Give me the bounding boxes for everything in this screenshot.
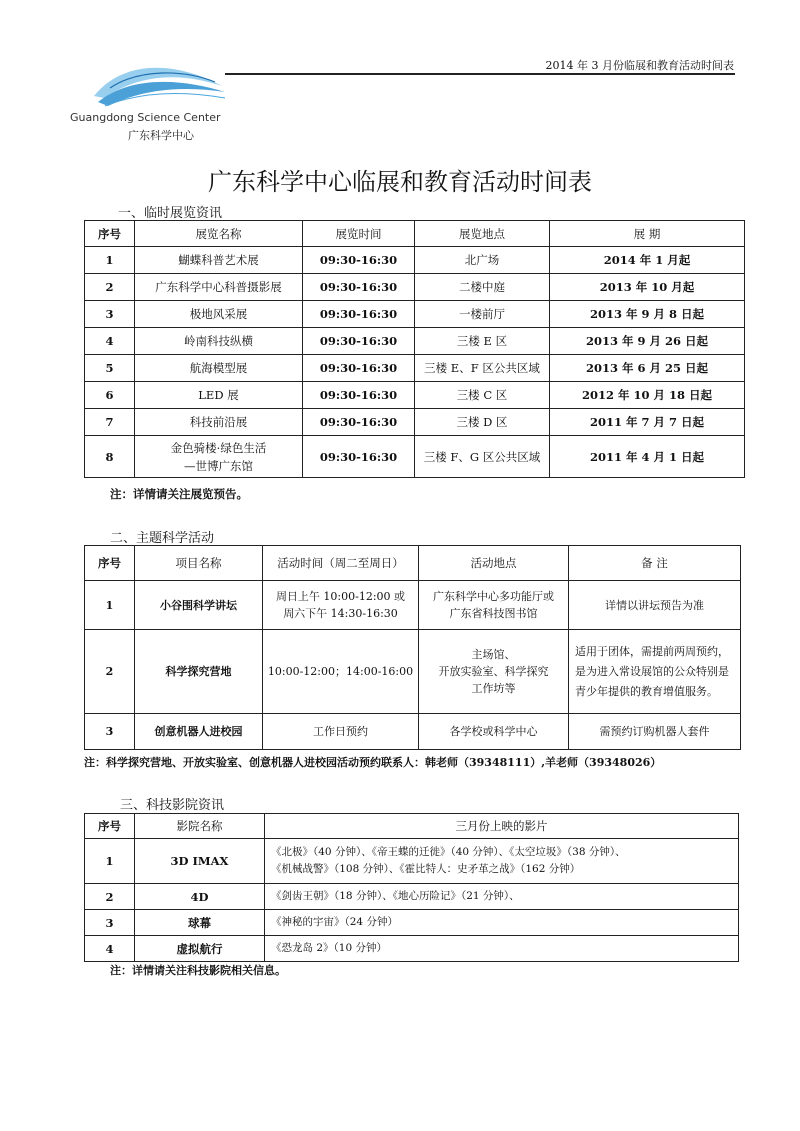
column-header: 项目名称	[135, 546, 263, 581]
cell-place: 三楼 C 区	[415, 382, 550, 409]
cell-period: 2013 年 10 月起	[550, 274, 745, 301]
cell-time: 09:30-16:30	[303, 409, 415, 436]
cell-place-line2: 开放实验室、科学探究	[438, 665, 549, 678]
table-row	[85, 884, 739, 910]
cell-time-line2: 周六下午 14:30-16:30	[283, 607, 398, 620]
table-row	[85, 382, 745, 409]
table-row	[85, 714, 741, 750]
logo-chinese: 广东科学中心	[128, 129, 194, 142]
cell-no: 1	[85, 581, 135, 630]
cell-no: 3	[85, 910, 135, 936]
films-line2: 《机械战警》（108 分钟）、《霍比特人：史矛革之战》（162 分钟）	[271, 863, 581, 875]
table-row	[85, 274, 745, 301]
cell-no: 5	[85, 355, 135, 382]
cell-no: 1	[85, 839, 135, 884]
column-header: 展 期	[550, 221, 745, 247]
column-header: 展览名称	[135, 221, 303, 247]
document-header-label: 2014 年 3 月份临展和教育活动时间表	[545, 59, 734, 72]
cell-period: 2013 年 9 月 8 日起	[550, 301, 745, 328]
cell-no: 3	[85, 714, 135, 750]
cell-place: 一楼前厅	[415, 301, 550, 328]
logo-swoosh-icon	[90, 58, 230, 113]
cell-no: 2	[85, 630, 135, 714]
cell-place-line2: 广东省科技图书馆	[449, 607, 538, 620]
cell-name: 科学探究营地	[135, 630, 263, 714]
cell-place: 北广场	[415, 247, 550, 274]
exhibition-table	[84, 220, 745, 478]
column-header: 序号	[85, 221, 135, 247]
cell-time: 10:00-12:00；14:00-16:00	[263, 630, 419, 714]
column-header: 展览地点	[415, 221, 550, 247]
table-row	[85, 409, 745, 436]
cell-place	[419, 630, 569, 714]
table-header-row	[85, 814, 739, 839]
cell-time	[263, 581, 419, 630]
column-header: 活动时间（周二至周日）	[263, 546, 419, 581]
cell-place: 各学校或科学中心	[419, 714, 569, 750]
cell-place-line1: 广东科学中心多功能厅或	[433, 590, 554, 603]
cell-films: 《神秘的宇宙》（24 分钟）	[265, 910, 739, 936]
cell-time: 09:30-16:30	[303, 436, 415, 478]
cell-time-line1: 周日上午 10:00-12:00 或	[275, 590, 406, 603]
logo-english: Guangdong Science Center	[70, 111, 221, 124]
cell-name: 小谷围科学讲坛	[135, 581, 263, 630]
column-header: 影院名称	[135, 814, 265, 839]
cell-remark: 适用于团体，需提前两周预约，是为进入常设展馆的公众特别是青少年提供的教育增值服务。	[569, 630, 741, 714]
cell-name: 创意机器人进校园	[135, 714, 263, 750]
films-line1: 《北极》（40 分钟）、《帝王蝶的迁徙》（40 分钟）、《太空垃圾》（38 分钟）、	[271, 846, 626, 858]
table-row	[85, 581, 741, 630]
section1-heading: 一、临时展览资讯	[118, 206, 223, 221]
cell-no: 3	[85, 301, 135, 328]
cell-films	[265, 839, 739, 884]
table-row	[85, 839, 739, 884]
cell-name: 科技前沿展	[135, 409, 303, 436]
cell-time: 09:30-16:30	[303, 274, 415, 301]
column-header: 展览时间	[303, 221, 415, 247]
cell-place-line1: 主场馆、	[471, 648, 516, 661]
cell-no: 4	[85, 328, 135, 355]
cell-period: 2013 年 6 月 25 日起	[550, 355, 745, 382]
cell-no: 2	[85, 274, 135, 301]
cell-place: 三楼 D 区	[415, 409, 550, 436]
table-row	[85, 910, 739, 936]
cell-cinema: 3D IMAX	[135, 839, 265, 884]
cell-no: 6	[85, 382, 135, 409]
cell-name: 极地风采展	[135, 301, 303, 328]
cell-time: 工作日预约	[263, 714, 419, 750]
activity-table	[84, 545, 741, 750]
cell-time: 09:30-16:30	[303, 355, 415, 382]
section1-note: 注：详情请关注展览预告。	[110, 487, 248, 501]
table-header-row	[85, 221, 745, 247]
cell-films: 《恐龙岛 2》（10 分钟）	[265, 936, 739, 962]
cell-no: 2	[85, 884, 135, 910]
cell-name: 广东科学中心科普摄影展	[135, 274, 303, 301]
cell-remark: 需预约订购机器人套件	[569, 714, 741, 750]
table-row	[85, 247, 745, 274]
section2-note: 注：科学探究营地、开放实验室、创意机器人进校园活动预约联系人：韩老师（39348111）,羊老师（39348026）	[84, 756, 662, 769]
cell-place: 三楼 E 区	[415, 328, 550, 355]
table-row	[85, 436, 745, 478]
cell-period: 2012 年 10 月 18 日起	[550, 382, 745, 409]
table-row	[85, 301, 745, 328]
cell-films: 《剑齿王朝》（18 分钟）、《地心历险记》（21 分钟）、	[265, 884, 739, 910]
column-header: 序号	[85, 546, 135, 581]
cell-period: 2011 年 4 月 1 日起	[550, 436, 745, 478]
section2-heading: 二、主题科学活动	[110, 531, 215, 546]
cell-name: 蝴蝶科普艺术展	[135, 247, 303, 274]
table-row	[85, 630, 741, 714]
cell-name-line1: 金色骑楼·绿色生活	[170, 440, 267, 455]
cell-place	[419, 581, 569, 630]
cell-period: 2014 年 1 月起	[550, 247, 745, 274]
cell-time: 09:30-16:30	[303, 328, 415, 355]
cell-cinema: 球幕	[135, 910, 265, 936]
cell-period: 2013 年 9 月 26 日起	[550, 328, 745, 355]
cell-name: LED 展	[135, 382, 303, 409]
column-header: 备 注	[569, 546, 741, 581]
cell-period: 2011 年 7 月 7 日起	[550, 409, 745, 436]
cell-place: 三楼 E、F 区公共区域	[415, 355, 550, 382]
page-title: 广东科学中心临展和教育活动时间表	[208, 168, 592, 196]
header-rule	[225, 73, 735, 75]
cell-name	[135, 436, 303, 478]
cell-no: 7	[85, 409, 135, 436]
cell-no: 8	[85, 436, 135, 478]
cell-no: 1	[85, 247, 135, 274]
column-header: 活动地点	[419, 546, 569, 581]
table-row	[85, 355, 745, 382]
cell-cinema: 虚拟航行	[135, 936, 265, 962]
cell-name: 航海模型展	[135, 355, 303, 382]
table-row	[85, 936, 739, 962]
table-row	[85, 328, 745, 355]
cell-name: 岭南科技纵横	[135, 328, 303, 355]
cell-no: 4	[85, 936, 135, 962]
cell-name-line2: —世博广东馆	[184, 458, 253, 473]
table-header-row	[85, 546, 741, 581]
cell-time: 09:30-16:30	[303, 247, 415, 274]
cell-place: 三楼 F、G 区公共区域	[415, 436, 550, 478]
cell-cinema: 4D	[135, 884, 265, 910]
column-header: 序号	[85, 814, 135, 839]
cell-place: 二楼中庭	[415, 274, 550, 301]
cell-place-line3: 工作坊等	[471, 682, 516, 695]
section3-note: 注：详情请关注科技影院相关信息。	[110, 964, 286, 977]
column-header: 三月份上映的影片	[265, 814, 739, 839]
section3-heading: 三、科技影院资讯	[120, 798, 225, 813]
cell-time: 09:30-16:30	[303, 301, 415, 328]
cinema-table	[84, 813, 739, 962]
cell-remark: 详情以讲坛预告为准	[569, 581, 741, 630]
cell-time: 09:30-16:30	[303, 382, 415, 409]
